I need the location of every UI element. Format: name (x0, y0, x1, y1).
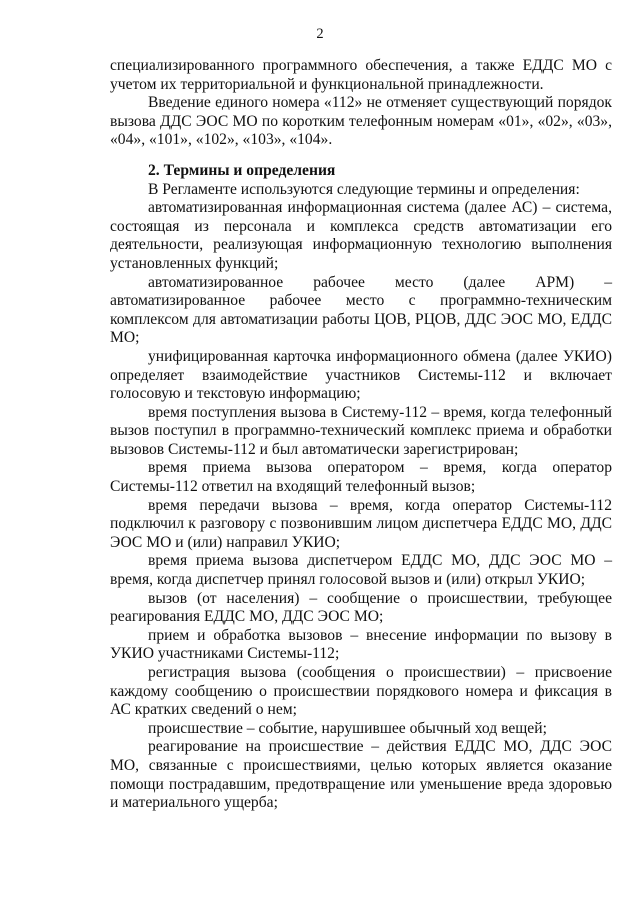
term-call-transfer-time: время передачи вызова – время, когда оператор Системы-112 подключил к разговору с позвонившим лицом диспетчера ЕДДС МО, ДДС ЭОС МО и (или) направил УКИО; (110, 496, 612, 551)
term-incident: происшествие – событие, нарушившее обычный ход вещей; (148, 719, 547, 737)
term-dispatcher-acceptance-time: время приема вызова диспетчером ЕДДС МО, ДДС ЭОС МО – время, когда диспетчер принял голосовой вызов и (или) открыл УКИО; (110, 552, 612, 589)
term-incident-response: реагирование на происшествие – действия ЕДДС МО, ДДС ЭОС МО, связанные с происшествиями, целью которых является оказание помощи пострадавшим, предотвращение или уменьшение вреда здоровью и материального ущерба; (110, 738, 612, 812)
term-as: автоматизированная информационная система (далее АС) – система, состоящая из персонала и комплекса средств автоматизации его деятельности, реализующая информационную технологию выполнения установленных функций; (110, 199, 612, 272)
section-heading: 2. Термины и определения (148, 161, 336, 179)
page-number: 2 (316, 26, 324, 42)
term-call: вызов (от населения) – сообщение о происшествии, требующее реагирования ЕДДС МО, ДДС ЭОС МО; (110, 589, 612, 626)
document-body (110, 57, 612, 813)
term-call-processing: прием и обработка вызовов – внесение информации по вызову в УКИО участниками Системы-112; (110, 626, 612, 663)
term-call-arrival-time: время поступления вызова в Систему-112 – время, когда телефонный вызов поступил в программно-технический комплекс приема и обработки вызовов Системы-112 и был автоматически зарегистрирован; (110, 403, 612, 458)
term-arm: автоматизированное рабочее место (далее АРМ) – автоматизированное рабочее место с программно-техническим комплексом для автоматизации работы ЦОВ, РЦОВ, ДДС ЭОС МО, ЕДДС МО; (110, 273, 612, 347)
paragraph-112-number: Введение единого номера «112» не отменяет существующий порядок вызова ДДС ЭОС МО по коротким телефонным номерам «01», «02», «03», «04», «101», «102», «103», «104». (110, 94, 612, 149)
term-call-registration: регистрация вызова (сообщения о происшествии) – присвоение каждому сообщению о происшествии порядкового номера и фиксация в АС кратких сведений о нем; (110, 664, 612, 719)
paragraph-intro: В Регламенте используются следующие термины и определения: (148, 180, 580, 198)
term-operator-acceptance-time: время приема вызова оператором – время, когда оператор Системы-112 ответил на входящий телефонный вызов; (110, 459, 612, 496)
paragraph-continuation: специализированного программного обеспечения, а также ЕДДС МО с учетом их территориальной и функциональной принадлежности. (110, 57, 612, 93)
term-ukio: унифицированная карточка информационного обмена (далее УКИО) определяет взаимодействие участников Системы-112 и включает голосовую и текстовую информацию; (110, 347, 612, 403)
